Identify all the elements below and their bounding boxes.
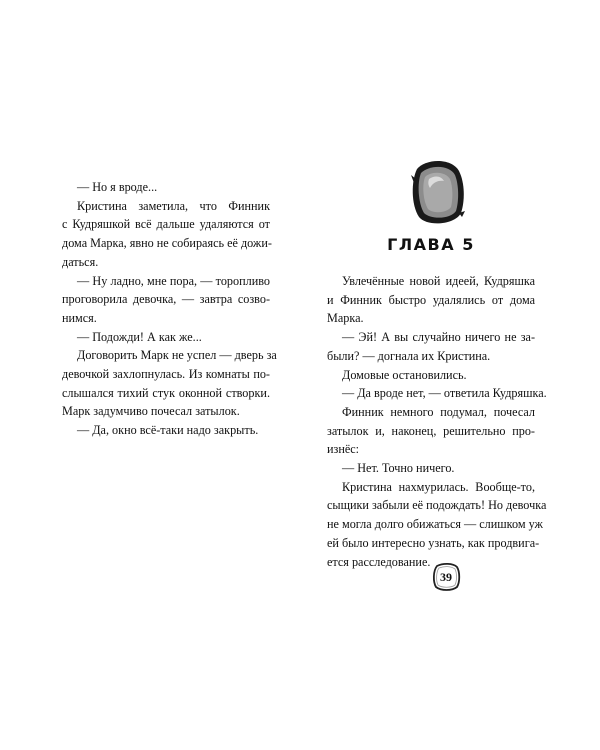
text-line: слышался тихий стук оконной створки. — [62, 385, 270, 400]
text-line: затылок и, наконец, решительно про- — [327, 423, 535, 438]
text-line: ется расследование. — [327, 554, 431, 569]
text-line: ей было интересно узнать, как продвига- — [327, 535, 540, 550]
text-line: Домовые остановились. — [342, 367, 467, 382]
chapter-badge-icon — [407, 155, 469, 231]
text-line: — Да вроде нет, — ответила Кудряшка. — [342, 386, 547, 401]
text-line: Кристина нахмурилась. Вообще-то, — [342, 479, 535, 494]
page-number-badge — [431, 562, 461, 592]
text-line: проговорила девочка, — завтра созво- — [62, 292, 270, 307]
text-line: — Подожди! А как же... — [77, 329, 202, 344]
chapter-title: ГЛАВА 5 — [387, 235, 475, 254]
text-line: — Ну ладно, мне пора, — торопливо — [77, 273, 270, 288]
text-line: — Эй! А вы случайно ничего не за- — [342, 330, 535, 345]
text-line: Марка. — [327, 311, 364, 326]
text-line: дома Марка, явно не собираясь её дожи- — [62, 236, 272, 251]
text-line: Договорить Марк не успел — дверь за — [77, 348, 277, 363]
text-line: Финник немного подумал, почесал — [342, 404, 535, 419]
text-line: Кристина заметила, что Финник — [77, 198, 270, 213]
text-line: изнёс: — [327, 442, 360, 457]
text-line: были? — догнала их Кристина. — [327, 348, 491, 363]
text-line: сыщики забыли её подождать! Но девочка — [327, 498, 547, 513]
left-page — [62, 178, 277, 440]
text-line: Марк задумчиво почесал затылок. — [62, 404, 240, 419]
text-line: нимся. — [62, 310, 97, 325]
text-line: не могла долго обижаться — слишком уж — [327, 517, 543, 532]
text-line: девочкой захлопнулась. Из комнаты по- — [62, 367, 270, 382]
text-line: — Но я вроде... — [77, 180, 158, 194]
right-page — [327, 0, 547, 750]
text-line: и Финник быстро удалялись от дома — [327, 292, 535, 307]
text-line: — Нет. Точно ничего. — [342, 461, 455, 476]
text-line: — Да, окно всё-таки надо закрыть. — [77, 423, 259, 438]
page-number: 39 — [440, 570, 452, 584]
text-line: даться. — [62, 254, 99, 269]
text-line: с Кудряшкой всё дальше удаляются от — [62, 217, 270, 232]
text-line: Увлечённые новой идеей, Кудряшка — [342, 274, 535, 288]
chapter-text — [327, 272, 547, 571]
